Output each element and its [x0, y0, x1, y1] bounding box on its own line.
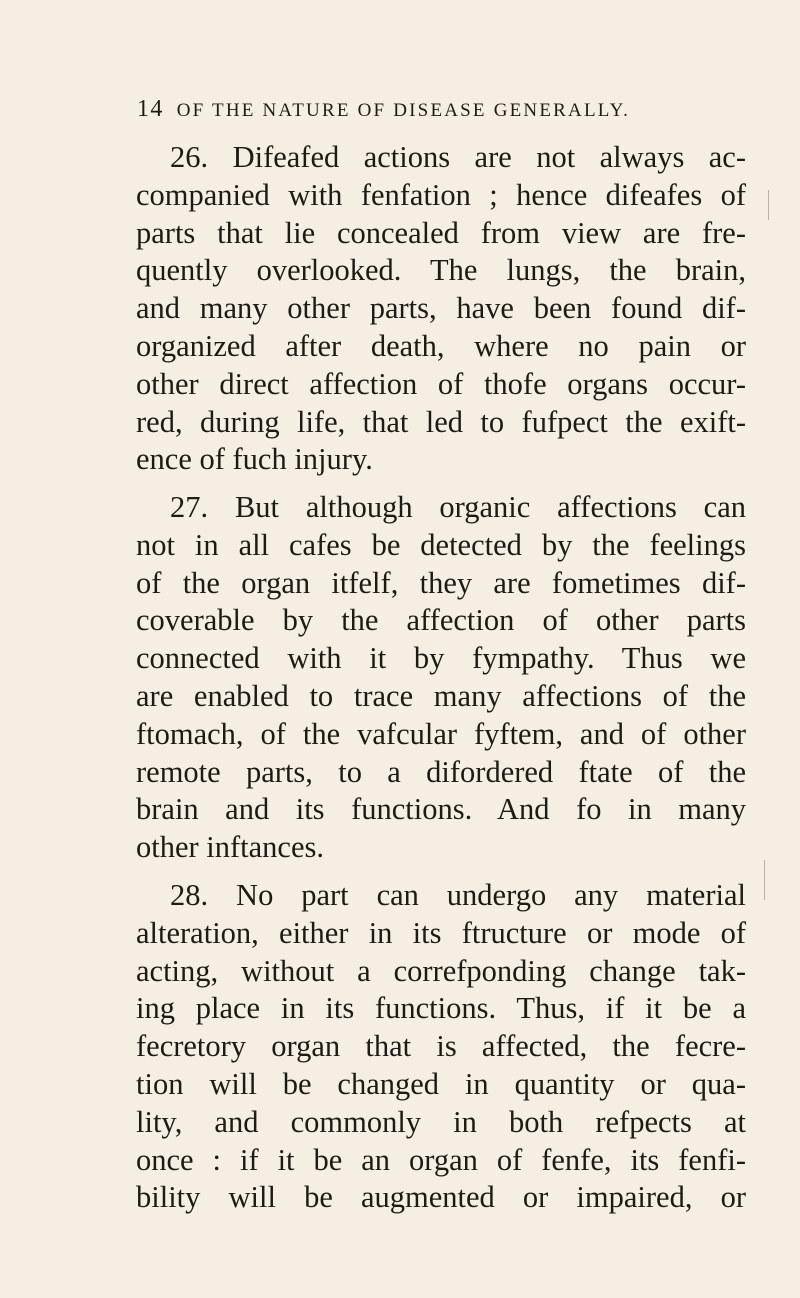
running-title: OF THE NATURE OF DISEASE GENERALLY.	[176, 100, 631, 121]
text-line: lity, and commonly in both refpects at	[136, 1104, 746, 1139]
text-line: ing place in its functions. Thus, if it be a	[136, 991, 746, 1026]
running-head	[137, 96, 737, 123]
text-line: ence of fuch injury.	[136, 442, 373, 477]
text-line: coverable by the affection of other parts	[136, 603, 746, 638]
text-line: parts that lie concealed from view are fre-	[136, 215, 746, 250]
text-line: not in all cafes be detected by the feelings	[136, 527, 746, 562]
text-line: brain and its functions. And fo in many	[136, 792, 746, 827]
margin-mark	[768, 190, 769, 220]
paragraph-26	[136, 139, 746, 479]
text-line: connected with it by fympathy. Thus we	[136, 641, 746, 676]
page-number: 14	[137, 96, 164, 122]
text-line: 26. Difeafed actions are not always ac-	[170, 140, 746, 174]
text-line: 27. But although organic affections can	[170, 490, 746, 524]
paragraph-28	[136, 877, 746, 1217]
text-line: fecretory organ that is affected, the fecre-	[136, 1029, 746, 1064]
text-line: of the organ itfelf, they are fometimes dif-	[136, 565, 746, 600]
text-line: acting, without a correfponding change tak-	[136, 953, 746, 988]
text-line: 28. No part can undergo any material	[170, 878, 746, 912]
text-line: and many other parts, have been found dif-	[136, 291, 746, 326]
text-line: other inftances.	[136, 830, 325, 865]
text-line: organized after death, where no pain or	[136, 328, 746, 363]
text-line: ftomach, of the vafcular fyftem, and of other	[136, 716, 746, 751]
text-line: companied with fenfation ; hence difeafes of	[136, 177, 746, 212]
paragraph-27	[136, 489, 746, 867]
text-line: alteration, either in its ftructure or mode of	[136, 915, 746, 950]
text-line: are enabled to trace many affections of the	[136, 678, 746, 713]
margin-mark	[764, 860, 765, 900]
text-line: red, during life, that led to fufpect the exift-	[136, 404, 746, 439]
text-line: other direct affection of thofe organs occur-	[136, 366, 746, 401]
text-line: tion will be changed in quantity or qua-	[136, 1066, 746, 1101]
text-line: once : if it be an organ of fenfe, its fenfi-	[136, 1142, 746, 1177]
text-line: remote parts, to a difordered ftate of the	[136, 754, 746, 789]
text-line: bility will be augmented or impaired, or	[136, 1180, 746, 1215]
text-line: quently overlooked. The lungs, the brain,	[136, 253, 746, 288]
